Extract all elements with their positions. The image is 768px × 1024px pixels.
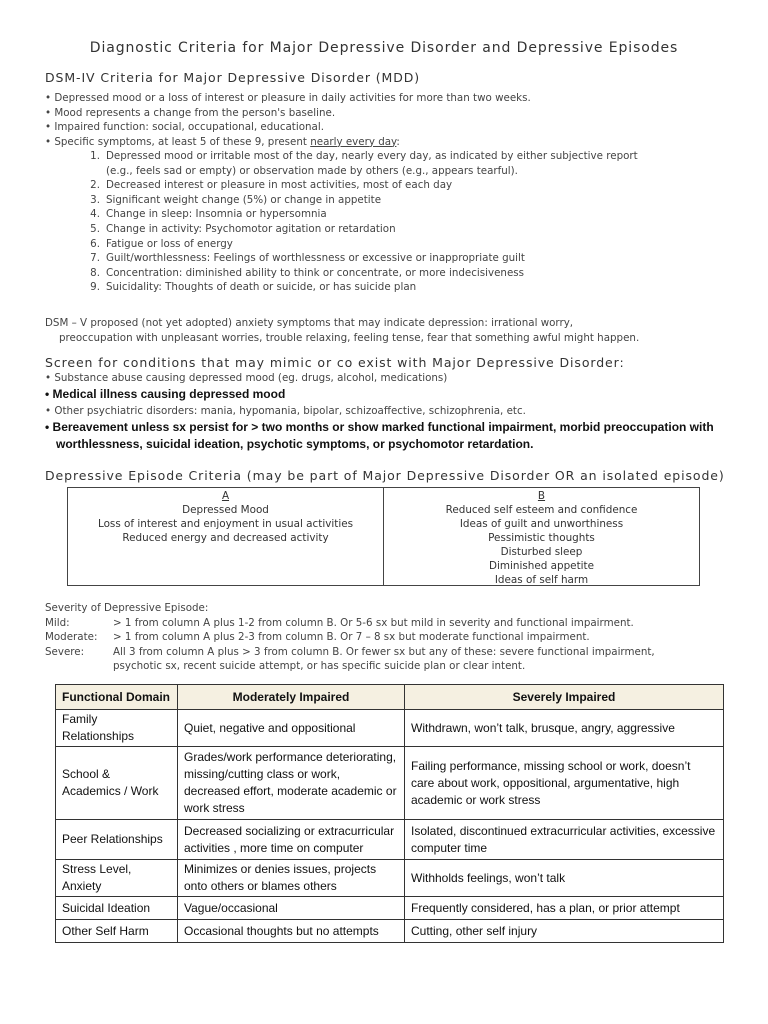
list-item: • Impaired function: social, occupational, educational. <box>45 121 324 134</box>
column-header: Functional Domain <box>56 685 178 710</box>
criteria-item: Ideas of self harm <box>494 574 589 586</box>
table-header-row <box>56 685 724 710</box>
severe-cell: Failing performance, missing school or work, doesn’t care about work, oppositional, argumentative, high academic or work stress <box>405 747 724 820</box>
severity-severe-continuation: psychotic sx, recent suicide attempt, or has specific suicide plan or clear intent. <box>113 660 526 673</box>
criteria-item: Ideas of guilt and unworthiness <box>459 518 624 530</box>
severe-cell: Isolated, discontinued extracurricular activities, excessive computer time <box>405 820 724 860</box>
severity-moderate: Moderate: > 1 from column A plus 2-3 from column B. Or 7 – 8 sx but moderate functional impairment. <box>45 631 590 644</box>
domain-cell: Stress Level, Anxiety <box>56 860 178 897</box>
moderate-cell: Quiet, negative and oppositional <box>178 710 405 747</box>
list-item: • Bereavement unless sx persist for > two months or show marked functional impairment, morbid preoccupation with <box>45 420 714 435</box>
table-row <box>56 747 724 820</box>
list-item: • Specific symptoms, at least 5 of these 9, present nearly every day: <box>45 135 400 148</box>
moderate-cell: Minimizes or denies issues, projects onto others or blames others <box>178 860 405 897</box>
criteria-item: Depressed Mood <box>182 504 269 516</box>
severity-mild: Mild: > 1 from column A plus 1-2 from column B. Or 5-6 sx but mild in severity and functional impairment. <box>45 616 634 629</box>
severe-cell: Cutting, other self injury <box>405 920 724 943</box>
list-item: • Substance abuse causing depressed mood (eg. drugs, alcohol, medications) <box>45 372 448 384</box>
functional-impairment-table <box>55 684 724 943</box>
domain-cell: Suicidal Ideation <box>56 897 178 920</box>
domain-cell: Family Relationships <box>56 710 178 747</box>
screen-list <box>45 371 714 453</box>
symptom-item: 8. Concentration: diminished ability to think or concentrate, or more indecisiveness <box>90 266 525 279</box>
table-row <box>56 820 724 860</box>
symptom-item: 9. Suicidality: Thoughts of death or suicide, or has suicide plan <box>90 281 417 294</box>
table-row <box>56 860 724 897</box>
symptom-list <box>76 149 638 295</box>
moderate-cell: Decreased socializing or extracurricular activities , more time on computer <box>178 820 405 860</box>
symptom-item: 3. Significant weight change (5%) or change in appetite <box>90 193 382 206</box>
page-title: Diagnostic Criteria for Major Depressive Disorder and Depressive Episodes <box>89 40 679 56</box>
moderate-cell: Occasional thoughts but no attempts <box>178 920 405 943</box>
list-item: • Other psychiatric disorders: mania, hypomania, bipolar, schizoaffective, schizophrenia, etc. <box>45 404 526 417</box>
severity-heading: Severity of Depressive Episode: <box>45 602 209 614</box>
symptom-item: 4. Change in sleep: Insomnia or hypersomnia <box>90 208 327 221</box>
list-item: • Medical illness causing depressed mood <box>45 386 286 401</box>
table-row <box>56 920 724 943</box>
underlined-text: nearly every day <box>310 135 397 148</box>
column-a <box>68 488 383 585</box>
episode-heading: Depressive Episode Criteria (may be part of Major Depressive Disorder OR an isolated episode) <box>45 468 725 483</box>
criteria-item: Reduced self esteem and confidence <box>445 504 638 516</box>
criteria-item: Disturbed sleep <box>500 546 583 558</box>
table-row <box>56 897 724 920</box>
severe-cell: Frequently considered, has a plan, or prior attempt <box>405 897 724 920</box>
table-row <box>56 710 724 747</box>
domain-cell: Other Self Harm <box>56 920 178 943</box>
severity-severe: Severe: All 3 from column A plus > 3 from column B. Or fewer sx but any of these: severe functional impairment, <box>45 645 655 658</box>
column-header: Severely Impaired <box>405 685 724 710</box>
dsm4-heading: DSM-IV Criteria for Major Depressive Disorder (MDD) <box>45 70 421 85</box>
domain-cell: School & Academics / Work <box>56 747 178 820</box>
list-item: • Mood represents a change from the person's baseline. <box>45 106 336 119</box>
column-header: A <box>221 490 230 502</box>
symptom-item: 7. Guilt/worthlessness: Feelings of worthlessness or excessive or inappropriate guilt <box>90 252 525 265</box>
criteria-item: Diminished appetite <box>488 560 595 572</box>
moderate-cell: Vague/occasional <box>178 897 405 920</box>
screen-heading: Screen for conditions that may mimic or co exist with Major Depressive Disorder: <box>45 355 625 370</box>
criteria-item: Loss of interest and enjoyment in usual activities <box>97 518 354 530</box>
column-header: Moderately Impaired <box>178 685 405 710</box>
symptom-item-continuation: (e.g., feels sad or empty) or observation made by others (e.g., appears tearful). <box>106 164 518 177</box>
symptom-item: 2. Decreased interest or pleasure in most activities, most of each day <box>90 179 453 192</box>
criteria-item: Reduced energy and decreased activity <box>122 532 329 544</box>
criteria-item: Pessimistic thoughts <box>488 532 595 544</box>
dsm5-paragraph: DSM – V proposed (not yet adopted) anxiety symptoms that may indicate depression: irrational worry, preoccupation with unpleasant worries, trouble relaxing, feeling tense, fear that something awful might happen. <box>45 317 640 344</box>
symptom-item: 1. Depressed mood or irritable most of the day, nearly every day, as indicated by either subjective report <box>90 150 638 162</box>
column-b <box>383 488 699 585</box>
symptom-item: 6. Fatigue or loss of energy <box>90 237 233 250</box>
list-item-continuation: worthlessness, suicidal ideation, psychotic symptoms, or psychomotor retardation. <box>56 437 534 452</box>
episode-criteria-table <box>67 487 700 586</box>
column-header: B <box>537 490 546 502</box>
severe-cell: Withholds feelings, won’t talk <box>405 860 724 897</box>
list-item: • Depressed mood or a loss of interest or pleasure in daily activities for more than two weeks. <box>45 92 531 104</box>
severe-cell: Withdrawn, won’t talk, brusque, angry, aggressive <box>405 710 724 747</box>
symptom-item: 5. Change in activity: Psychomotor agitation or retardation <box>90 222 396 235</box>
severity-section <box>45 601 655 674</box>
moderate-cell: Grades/work performance deteriorating, missing/cutting class or work, decreased effort, moderate academic or work stress <box>178 747 405 820</box>
domain-cell: Peer Relationships <box>56 820 178 860</box>
dsm4-bullet-list <box>45 91 531 149</box>
